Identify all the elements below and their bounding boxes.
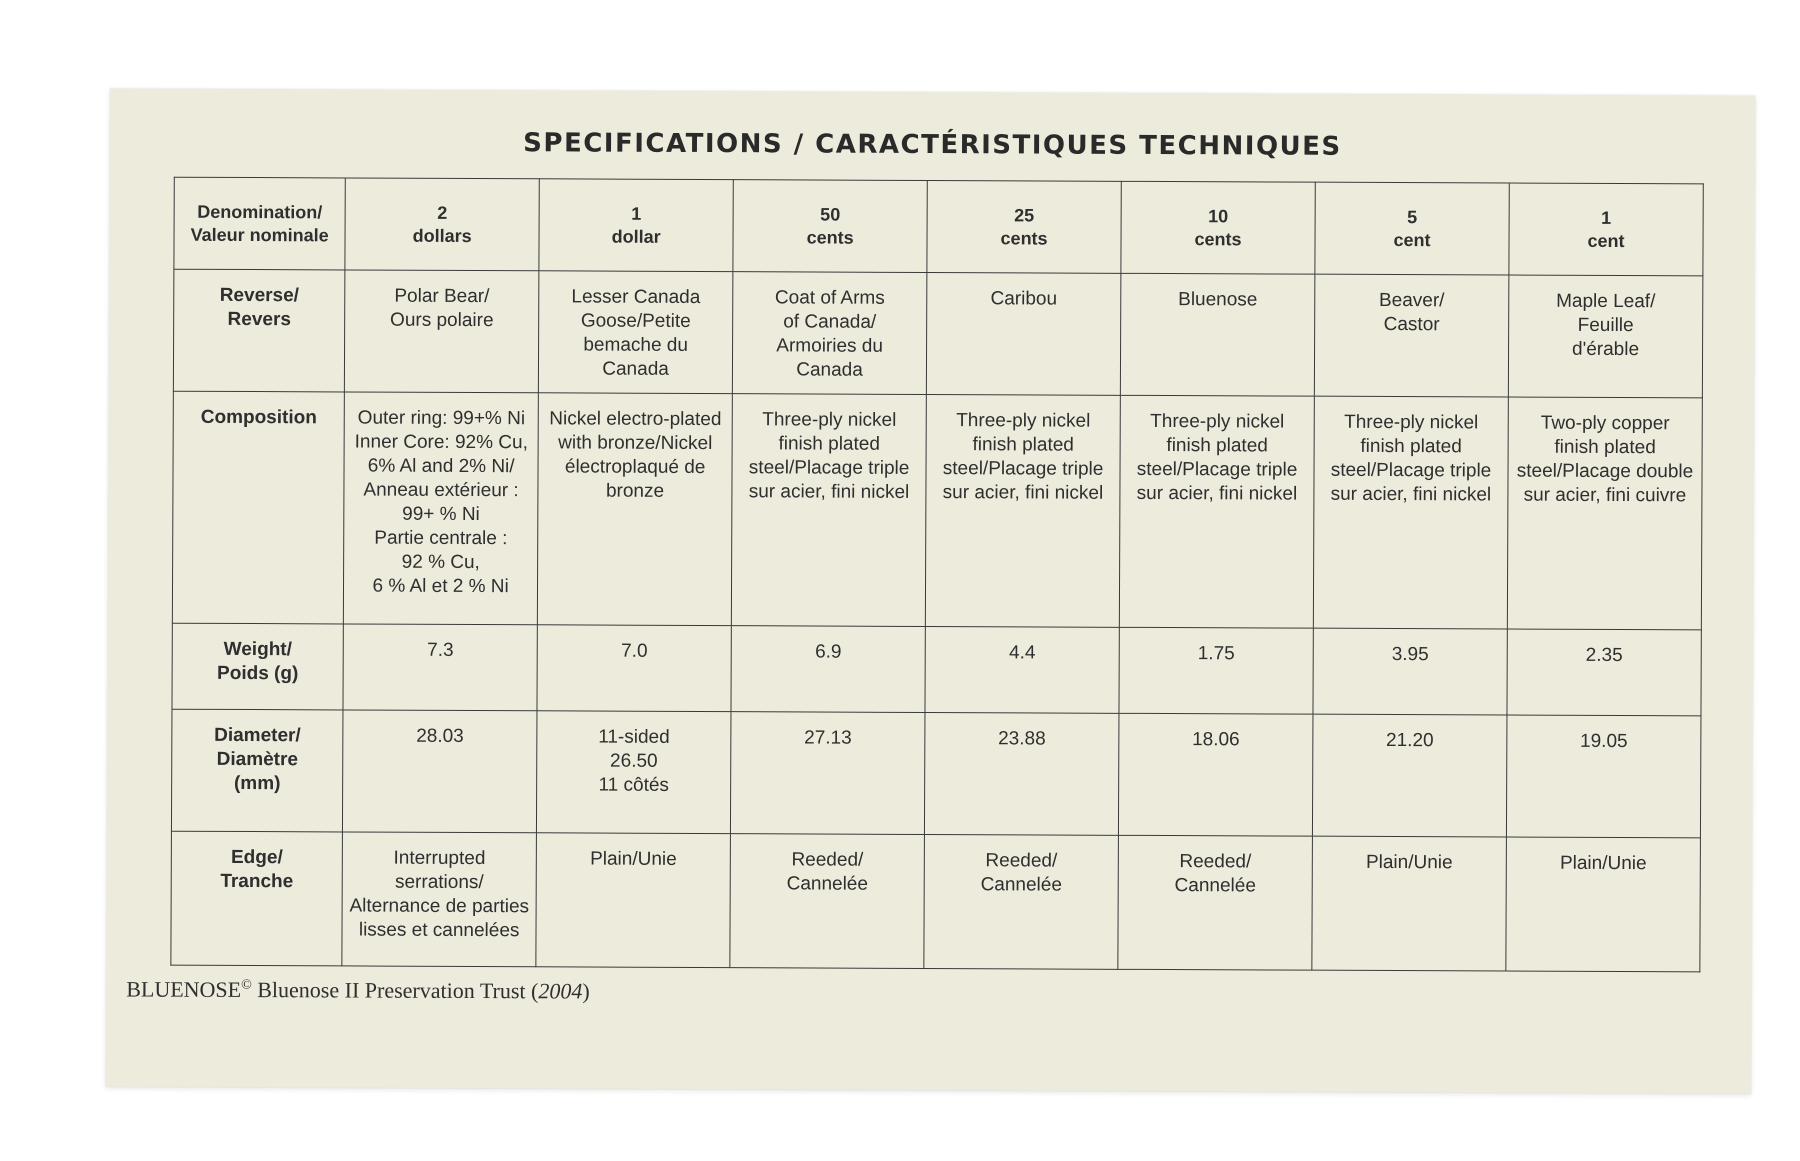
table-cell: Three-ply nickel finish plated steel/Placage triple sur acier, fini nickel: [1119, 395, 1314, 628]
table-cell: Coat of Arms of Canada/ Armoiries du Canada: [732, 272, 926, 395]
table-cell: Reeded/ Cannelée: [924, 834, 1119, 969]
table-cell: Reeded/ Cannelée: [1118, 835, 1313, 970]
table-cell: Beaver/ Castor: [1314, 274, 1508, 397]
copyright-footer: [126, 976, 590, 1004]
table-cell: 19.05: [1506, 715, 1701, 838]
column-header: 10 cents: [1121, 181, 1315, 274]
page-title: SPECIFICATIONS / CARACTÉRISTIQUES TECHNIQUES: [523, 128, 1342, 162]
row-label: Composition: [172, 391, 344, 624]
table-cell: 7.3: [343, 624, 537, 711]
table-cell: 3.95: [1313, 628, 1507, 715]
column-header: 5 cent: [1315, 182, 1509, 275]
row-label: Denomination/ Valeur nominale: [174, 177, 346, 270]
row-label: Edge/ Tranche: [171, 831, 343, 966]
denomination-row: [174, 177, 1703, 276]
table-cell: 6.9: [731, 626, 925, 713]
table-cell: 28.03: [343, 710, 537, 833]
specifications-card: [106, 88, 1755, 1093]
table-cell: Three-ply nickel finish plated steel/Placage triple sur acier, fini nickel: [731, 394, 926, 627]
table-cell: 11-sided 26.50 11 côtés: [537, 711, 731, 834]
table-cell: Interrupted serrations/ Alternance de parties lisses et cannelées: [342, 832, 537, 967]
column-header: 50 cents: [733, 180, 927, 273]
row-label: Diameter/ Diamètre (mm): [171, 709, 343, 832]
table-cell: Maple Leaf/ Feuille d'érable: [1508, 275, 1703, 398]
column-header: 25 cents: [927, 180, 1121, 273]
table-cell: Caribou: [926, 272, 1120, 395]
footer-year: 2004: [538, 978, 583, 1004]
table-cell: 23.88: [925, 712, 1119, 835]
column-header: 1 cent: [1509, 183, 1703, 276]
table-cell: 4.4: [925, 626, 1119, 713]
table-cell: 1.75: [1119, 627, 1313, 714]
reverse-row: [173, 269, 1703, 398]
table-cell: Three-ply nickel finish plated steel/Placage triple sur acier, fini nickel: [925, 394, 1120, 627]
column-header: 2 dollars: [345, 178, 539, 271]
row-label: Reverse/ Revers: [173, 269, 345, 392]
weight-row: [172, 623, 1701, 716]
copyright-symbol: ©: [241, 977, 252, 993]
specifications-table: [170, 177, 1703, 973]
table-cell: Bluenose: [1120, 273, 1314, 396]
table-cell: Polar Bear/ Ours polaire: [345, 270, 539, 393]
table-cell: Plain/Unie: [536, 833, 731, 968]
table-cell: Reeded/ Cannelée: [730, 834, 925, 969]
table-cell: 7.0: [537, 625, 731, 712]
column-header: 1 dollar: [539, 179, 733, 272]
row-label: Weight/ Poids (g): [172, 623, 344, 710]
table-cell: Nickel electro-plated with bronze/Nickel électroplaqué de bronze: [537, 393, 732, 626]
table-cell: Two-ply copper finish plated steel/Placage double sur acier, fini cuivre: [1507, 397, 1702, 630]
table-cell: 2.35: [1507, 629, 1701, 716]
table-cell: Lesser Canada Goose/Petite bemache du Canada: [538, 271, 732, 394]
table-cell: Plain/Unie: [1506, 837, 1701, 972]
footer-owner: Bluenose II Preservation Trust (: [251, 977, 539, 1004]
footer-brand: BLUENOSE: [126, 976, 242, 1002]
diameter-row: [171, 709, 1701, 838]
table-cell: 21.20: [1312, 714, 1506, 837]
table-cell: Plain/Unie: [1312, 836, 1507, 971]
table-cell: 27.13: [731, 712, 925, 835]
table-cell: Outer ring: 99+% Ni Inner Core: 92% Cu, 6% Al and 2% Ni/ Anneau extérieur : 99+ % Ni Partie centrale : 92 % Cu, 6 % Al et 2 % Ni: [344, 392, 539, 625]
table-cell: 18.06: [1118, 713, 1312, 836]
edge-row: [171, 831, 1701, 972]
footer-close: ): [582, 978, 590, 1004]
table-cell: Three-ply nickel finish plated steel/Placage triple sur acier, fini nickel: [1313, 396, 1508, 629]
composition-row: [172, 391, 1702, 630]
